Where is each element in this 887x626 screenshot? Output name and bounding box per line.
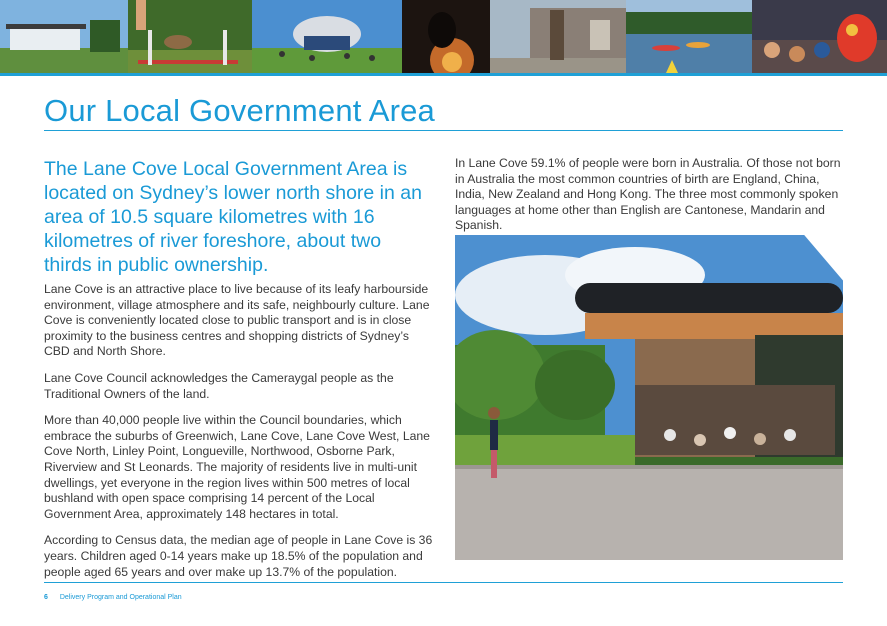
page-title: Our Local Government Area xyxy=(44,93,435,128)
street-shops-photo xyxy=(490,0,626,73)
right-column xyxy=(455,156,845,245)
document-title: Delivery Program and Operational Plan xyxy=(59,594,182,601)
body-paragraph: In Lane Cove 59.1% of people were born in Australia. Of those not born in Australia the most common countries of birth are England, China, India, New Zealand and Hong Kong. The three most commonly spoken languages at home other than English are Cantonese, Mandarin and Spanish. xyxy=(455,156,841,233)
body-paragraph: According to Census data, the median age of people in Lane Cove is 36 years. Children aged 0-14 years make up 18.5% of the population and people aged 65 years and over make up 13.7% of the population. xyxy=(44,533,433,579)
body-paragraph: Lane Cove Council acknowledges the Cameraygal people as the Traditional Owners of the land. xyxy=(44,370,394,401)
kookaburra-sunset-photo xyxy=(402,0,490,73)
outdoor-stage-photo xyxy=(252,0,402,73)
header-photo-strip xyxy=(0,0,887,73)
title-divider xyxy=(44,130,843,131)
cafe-pavilion-photo xyxy=(455,235,843,560)
page-number: 6 xyxy=(44,594,48,601)
festival-lion-dance-photo xyxy=(752,0,887,73)
body-paragraph: More than 40,000 people live within the Council boundaries, which embrace the suburbs of Greenwich, Lane Cove, Lane Cove West, Lane Cove North, Linley Point, Longueville, Northwood, Osborne Park, Riverview and St Leonards. The majority of residents live in multi-unit dwellings, yet everyone in the region lives within 500 metres of local bushland with open space comprising 14 percent of the Local Government Area, approximately 148 hectares in total. xyxy=(44,413,430,521)
river-kayaks-photo xyxy=(626,0,752,73)
left-column xyxy=(44,282,436,591)
header-accent-rule xyxy=(0,73,887,76)
lead-paragraph: The Lane Cove Local Government Area is located on Sydney’s lower north shore in an area of 10.5 square kilometres with 16 kilometres of river foreshore, about two thirds in public ownership. xyxy=(44,158,422,276)
page-footer xyxy=(44,594,182,601)
footer-divider xyxy=(44,582,843,583)
dog-agility-photo xyxy=(128,0,252,73)
body-paragraph: Lane Cove is an attractive place to live because of its leafy harbourside environment, village atmosphere and its safe, neighbourly culture. Lane Cove is conveniently located close to public transport and is in close proximity to the business centres and shopping districts of Sydney’s CBD and North Shore. xyxy=(44,282,430,359)
building-pavilion-photo xyxy=(0,0,128,73)
